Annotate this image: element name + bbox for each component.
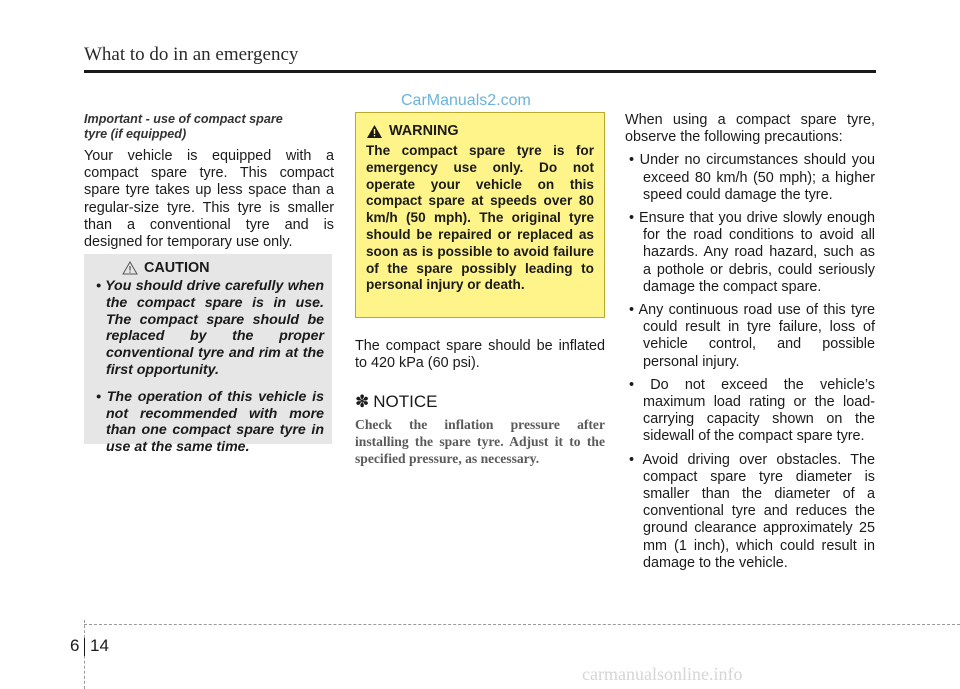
notice-star-icon: ✽ [355,392,370,412]
notice-header [355,392,605,412]
middle-column [355,338,605,467]
notice-title: NOTICE [373,392,438,412]
watermark-top: CarManuals2.com [401,92,531,109]
warning-text: The compact spare tyre is for emergency use only. Do not operate your vehicle on this compact spare at speeds over 80 km/h (50 mph). The original tyre should be repaired or replaced as soon as is possible to avoid failure of the spare possibly leading to personal injury or death. [366,143,594,293]
warning-box [355,112,605,318]
precaution-item: • Under no circumstances should you exceed 80 km/h (50 mph); a higher speed could damage the tyre. [629,152,875,203]
warning-header [366,123,594,139]
header-rule [84,70,876,73]
left-column [84,112,334,251]
precaution-item: • Any continuous road use of this tyre could result in tyre failure, loss of vehicle control, and possible personal injury. [629,302,875,370]
right-column [625,112,875,578]
subhead-line-1: Important - use of compact spare [84,112,283,126]
footer-rule [84,624,960,625]
footer-divider [84,638,85,656]
precautions-intro: When using a compact spare tyre, observe the following precautions: [625,112,875,146]
subhead-line-2: tyre (if equipped) [84,127,187,141]
warning-title: WARNING [389,123,459,139]
warning-triangle-icon [366,124,383,139]
caution-list [92,278,324,456]
chapter-number: 6 [70,636,80,655]
precaution-item: • Avoid driving over obstacles. The compact spare tyre diameter is smaller than the diameter of a conventional tyre and reduces the ground clearance approximately 25 mm (1 inch), which could result in damage to the vehicle. [629,451,875,571]
intro-paragraph: Your vehicle is equipped with a compact spare tyre. This compact spare tyre takes up less space than a regular-size tyre. This tyre is smaller than a conventional tyre and is designed for temporary use only. [84,148,334,251]
precaution-item: • Ensure that you drive slowly enough for the road conditions to avoid all hazards. Any road hazard, such as a pothole or debris, could seriously damage the compact spare. [629,210,875,295]
inflation-paragraph: The compact spare should be inflated to 420 kPa (60 psi). [355,338,605,372]
watermark-bottom: carmanualsonline.info [582,664,743,684]
caution-item: • The operation of this vehicle is not recommended with more than one compact spare tyre in use at the same time. [96,388,324,456]
precaution-item: • Do not exceed the vehicle’s maximum load rating or the load-carrying capacity shown on the sidewall of the compact spare tyre. [629,376,875,445]
caution-box [84,254,332,456]
caution-header [122,260,324,276]
caution-triangle-icon [122,261,138,275]
precautions-list [625,152,875,572]
section-subhead [84,112,334,142]
page-title: What to do in an emergency [84,44,299,65]
page-number: 14 [90,636,109,655]
notice-text: Check the inflation pressure after installing the spare tyre. Adjust it to the specified pressure, as necessary. [355,417,605,467]
caution-title: CAUTION [144,260,210,276]
caution-item: • You should drive carefully when the compact spare is in use. The compact spare should be replaced by the proper conventional tyre and rim at the first opportunity. [96,278,324,378]
